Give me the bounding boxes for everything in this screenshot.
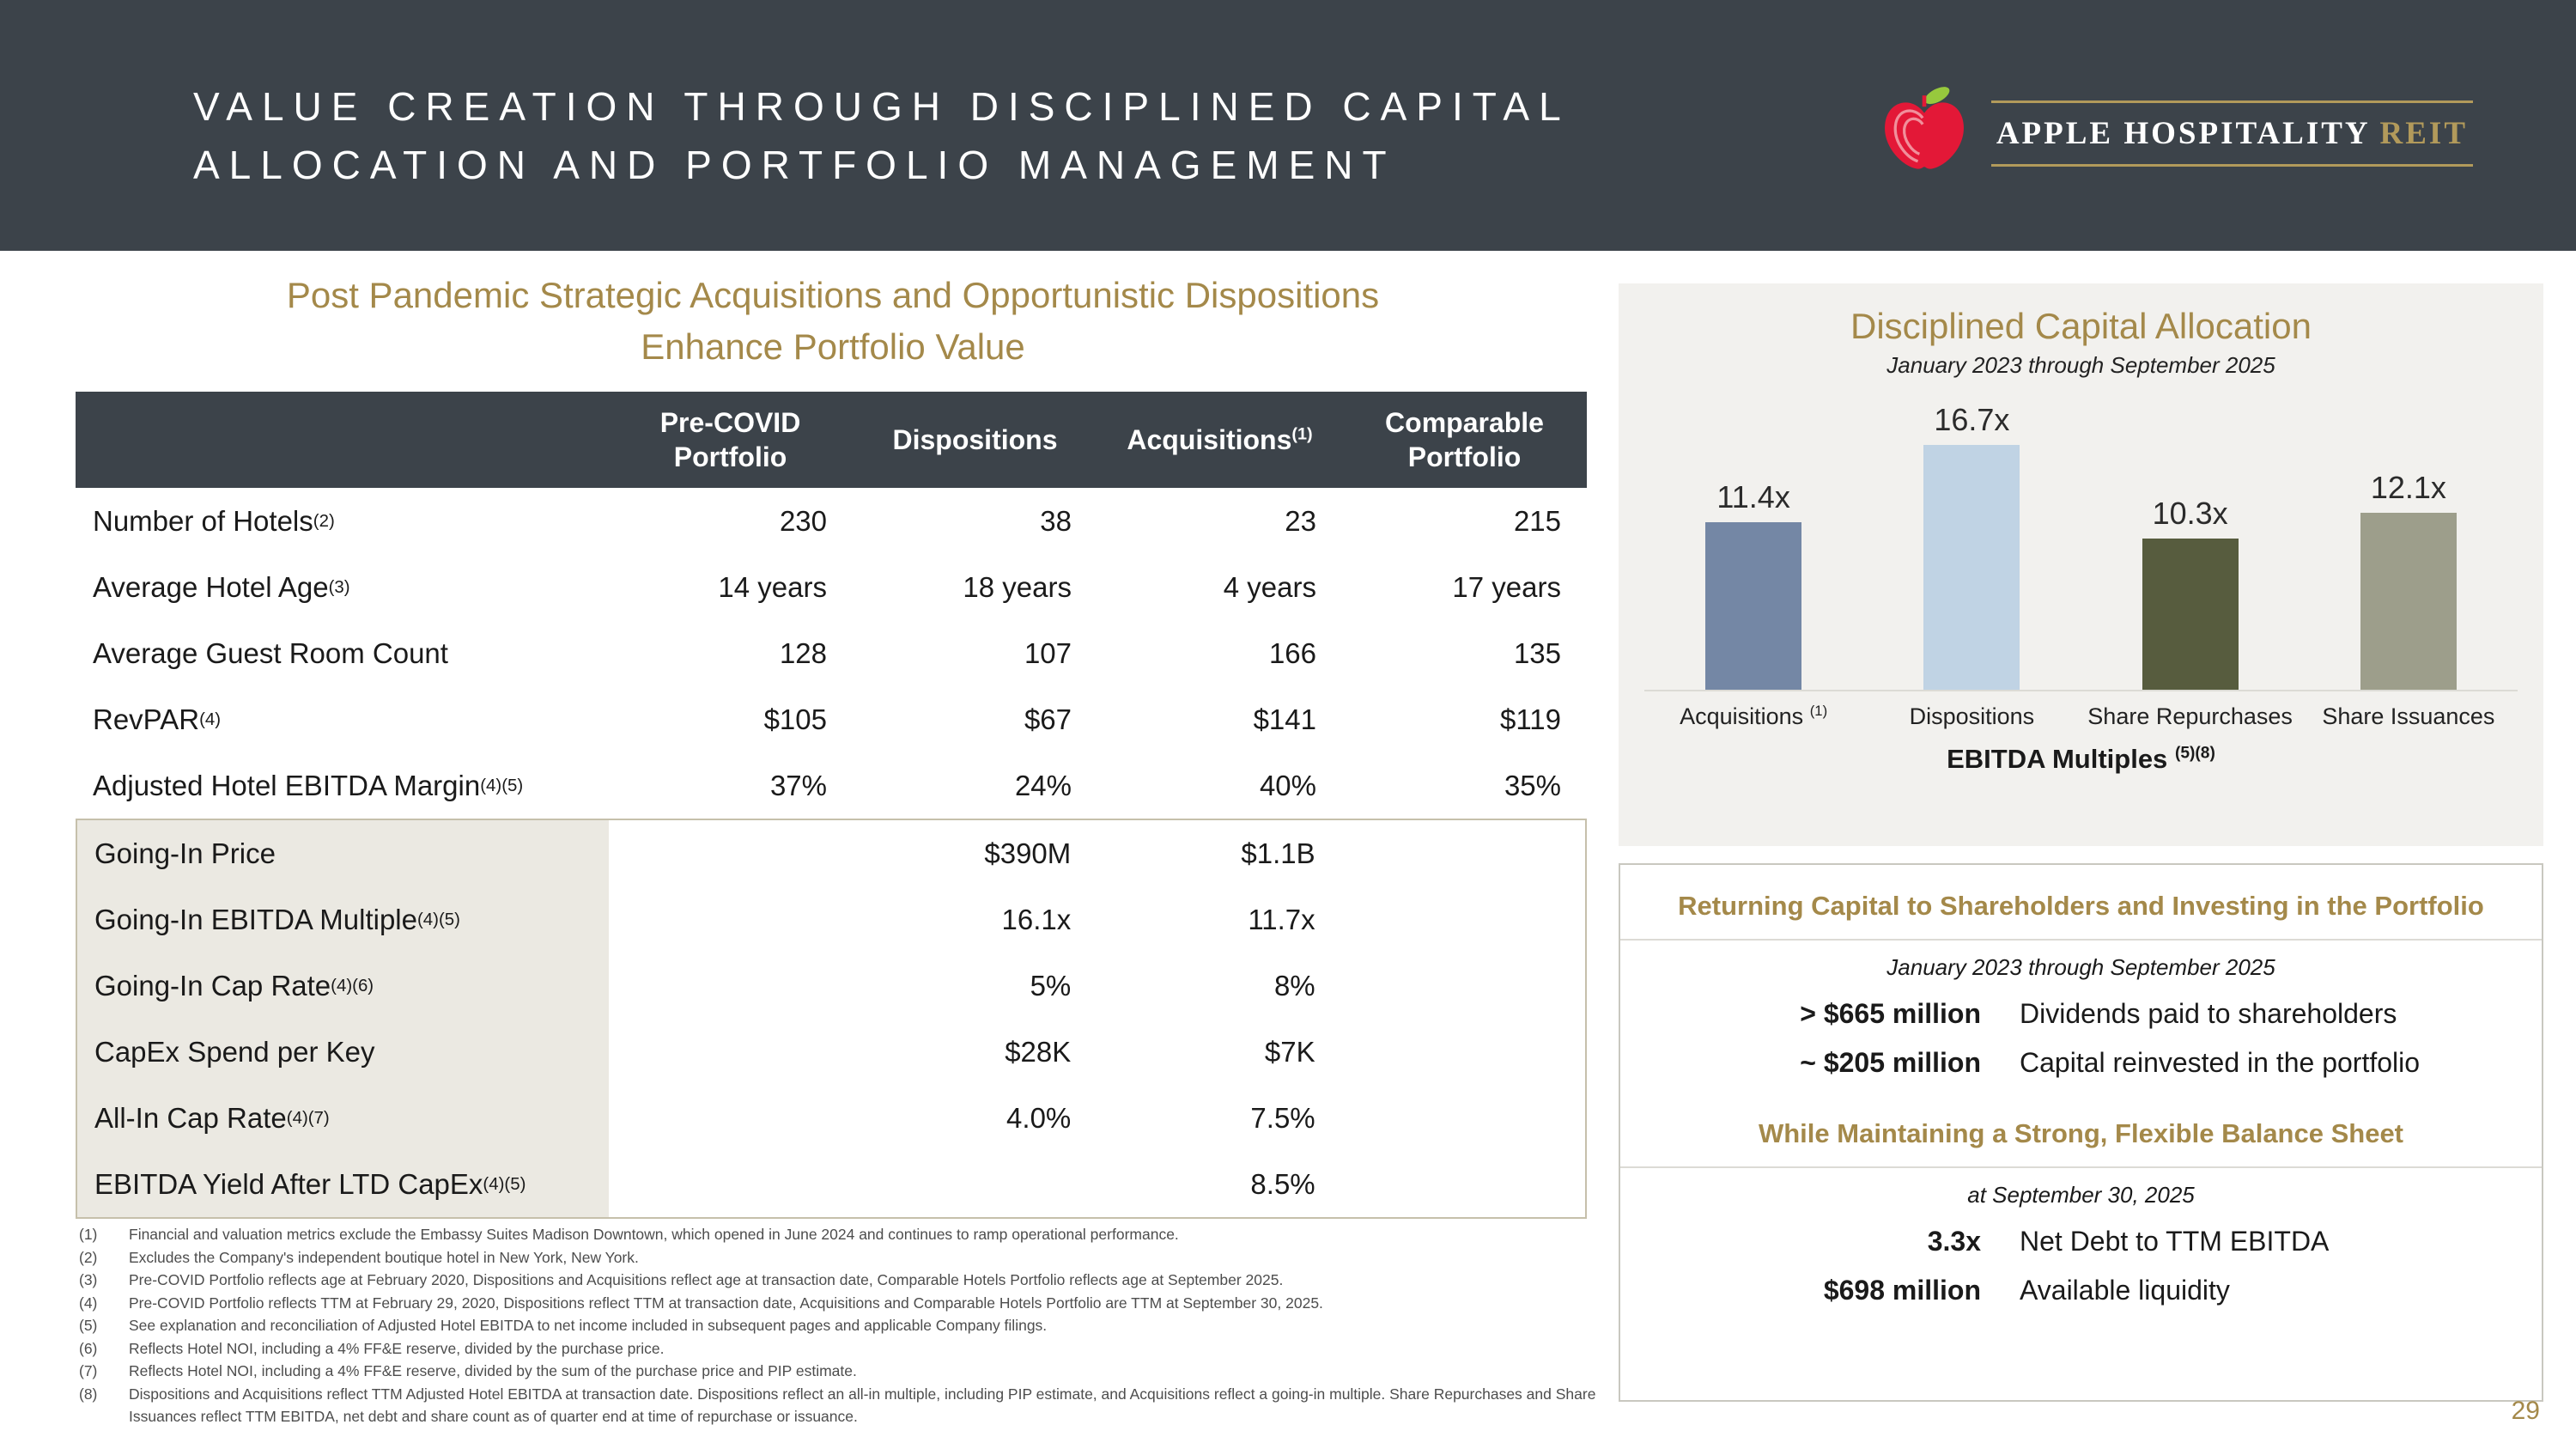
portfolio-table	[76, 392, 1587, 1219]
axis-label-acquisitions: Acquisitions $^{(1)}$	[1680, 703, 1828, 729]
cell: 4.0%	[1006, 1101, 1072, 1134]
footnote: (5) See explanation and reconciliation of Adjusted Hotel EBITDA to net income included in subsequent pages and applicable Company filings.	[79, 1317, 1048, 1334]
footnote: (1) Financial and valuation metrics exclude the Embassy Suites Madison Downtown, which opened in June 2024 and continues to ramp operational performance.	[79, 1226, 1179, 1243]
chart-bar	[1923, 445, 2020, 690]
header-banner	[0, 0, 2576, 251]
footnote: (7) Reflects Hotel NOI, including a 4% FF&E reserve, divided by the sum of the purchase price and PIP estimate.	[79, 1362, 857, 1379]
table-row	[77, 1085, 1585, 1151]
slide-title	[193, 77, 1571, 194]
metric-value: ~ $205 million	[1800, 1047, 1981, 1078]
footnote: (8) Dispositions and Acquisitions reflect TTM Adjusted Hotel EBITDA at transaction date. Dispositions reflect an all-in multiple, including PIP estimate, and Acquisitions reflect a going-in multiple. Share Repurchases and Share Issuances reflect TTM EBITDA, net debt and share count as of quarter end at time of repurchase or issuance.	[79, 1385, 1596, 1425]
divider	[1620, 1166, 2542, 1168]
row-label: Number of Hotels (2)	[93, 504, 335, 537]
bar-group-dispositions	[1862, 398, 2081, 690]
row-label: CapEx Spend per Key	[77, 1019, 609, 1085]
cell: 8%	[1273, 969, 1315, 1002]
row-label: Average Guest Room Count	[93, 636, 448, 669]
table-row	[76, 554, 1587, 620]
chart-title: Disciplined Capital Allocation	[1850, 306, 2312, 346]
row-label: Average Hotel Age (3)	[93, 570, 350, 603]
cell: 7.5%	[1250, 1101, 1315, 1134]
cell: $28K	[1005, 1035, 1072, 1068]
row-label: Going-In EBITDA Multiple (4)(5)	[77, 886, 609, 953]
page-number: 29	[2511, 1397, 2540, 1425]
metric-label: Available liquidity	[2020, 1275, 2230, 1306]
cell: 40%	[1259, 769, 1316, 801]
metric-row	[1620, 1226, 2542, 1257]
cell: 128	[779, 636, 827, 669]
transaction-metrics-group	[76, 819, 1587, 1219]
cell: 24%	[1014, 769, 1072, 801]
brand-wordmark	[1991, 100, 2473, 167]
footnote: (6) Reflects Hotel NOI, including a 4% FF&E reserve, divided by the purchase price.	[79, 1339, 665, 1357]
row-label: RevPAR (4)	[93, 703, 222, 735]
row-label: Going-In Price	[77, 820, 609, 886]
table-row	[76, 620, 1587, 686]
bar-value-label: 16.7x	[1934, 402, 2010, 437]
cell: $105	[763, 703, 827, 735]
axis-label-share-issuances: Share Issuances	[2322, 703, 2495, 729]
table-header-row	[76, 392, 1587, 488]
cell: 11.7x	[1248, 903, 1315, 935]
cell: $141	[1253, 703, 1316, 735]
metric-label: Net Debt to TTM EBITDA	[2020, 1226, 2330, 1257]
left-title-line2: Enhance Portfolio Value	[641, 326, 1025, 367]
slide-title-line1: VALUE CREATION THROUGH DISCIPLINED CAPITAL	[193, 84, 1571, 129]
returning-capital-subtitle: January 2023 through September 2025	[1886, 954, 2275, 980]
metric-row	[1620, 1275, 2542, 1306]
cell: 16.1x	[1001, 903, 1072, 935]
x-axis-labels	[1644, 702, 2518, 732]
cell: 215	[1513, 504, 1561, 537]
brand-accent: REIT	[2379, 115, 2468, 151]
footnote: (4) Pre-COVID Portfolio reflects TTM at February 29, 2020, Dispositions reflect TTM at transaction date, Acquisitions and Comparable Hotels Portfolio are TTM at September 30, 2025.	[79, 1294, 1323, 1312]
cell: 135	[1513, 636, 1561, 669]
cell: 18 years	[963, 570, 1072, 603]
chart-caption: EBITDA Multiples $^{(5)(8)}$	[1947, 744, 2215, 774]
capital-allocation-chart-panel	[1619, 283, 2543, 846]
balance-sheet-subtitle: at September 30, 2025	[1967, 1182, 2195, 1208]
bar-group-share-issuances	[2300, 398, 2518, 690]
footnotes	[79, 1223, 1597, 1428]
table-row	[76, 752, 1587, 819]
table-row	[77, 820, 1585, 886]
table-header-pre-covid: Pre-COVID Portfolio	[659, 407, 801, 472]
table-row	[76, 686, 1587, 752]
table-header-dispositions: Dispositions	[892, 424, 1058, 455]
row-label: EBITDA Yield After LTD CapEx (4)(5)	[77, 1151, 609, 1217]
cell: $119	[1500, 703, 1561, 735]
cell: 38	[1040, 504, 1072, 537]
brand-main: APPLE HOSPITALITY	[1996, 115, 2370, 151]
metric-row	[1620, 1047, 2542, 1079]
cell: 166	[1268, 636, 1316, 669]
metric-row	[1620, 998, 2542, 1030]
chart-subtitle: January 2023 through September 2025	[1886, 352, 2275, 378]
cell: 8.5%	[1250, 1167, 1315, 1200]
apple-logo-icon	[1876, 82, 1972, 184]
cell: 4 years	[1223, 570, 1316, 603]
metric-value: $698 million	[1823, 1275, 1981, 1306]
left-title-line1: Post Pandemic Strategic Acquisitions and Opportunistic Dispositions	[286, 275, 1380, 315]
axis-label-share-repurchases: Share Repurchases	[2087, 703, 2293, 729]
table-header-acquisitions: Acquisitions$^{(1)}$	[1127, 424, 1313, 455]
row-label: Going-In Cap Rate (4)(6)	[77, 953, 609, 1019]
chart-bar	[2360, 513, 2457, 690]
table-row	[77, 1019, 1585, 1085]
cell: $1.1B	[1241, 837, 1315, 869]
axis-label-dispositions: Dispositions	[1909, 703, 2035, 729]
bar-value-label: 10.3x	[2152, 496, 2228, 531]
left-section-title	[77, 270, 1589, 373]
cell: 35%	[1504, 769, 1561, 801]
cell: 37%	[769, 769, 827, 801]
cell: 14 years	[718, 570, 827, 603]
divider	[1620, 939, 2542, 941]
bar-group-share-repurchases	[2081, 398, 2300, 690]
metric-value: 3.3x	[1927, 1226, 1981, 1257]
cell: $7K	[1264, 1035, 1315, 1068]
table-row	[77, 953, 1585, 1019]
cell: $67	[1024, 703, 1072, 735]
table-header-comparable: Comparable Portfolio	[1385, 407, 1544, 472]
bar-value-label: 11.4x	[1716, 479, 1790, 514]
metric-value: > $665 million	[1800, 998, 1981, 1029]
chart-bar	[1705, 522, 1801, 690]
cell: 5%	[1030, 969, 1072, 1002]
table-row	[77, 1151, 1585, 1217]
table-row	[77, 886, 1585, 953]
metric-label: Capital reinvested in the portfolio	[2020, 1047, 2421, 1078]
cell: 17 years	[1452, 570, 1561, 603]
metric-label: Dividends paid to shareholders	[2020, 998, 2397, 1029]
bar-value-label: 12.1x	[2370, 470, 2446, 505]
cell: $390M	[984, 837, 1072, 869]
chart-bar	[2142, 539, 2239, 690]
footnote: (2) Excludes the Company's independent boutique hotel in New York, New York.	[79, 1248, 639, 1266]
bar-group-acquisitions	[1644, 398, 1862, 690]
footnote: (3) Pre-COVID Portfolio reflects age at February 2020, Dispositions and Acquisitions reflect age at transaction date, Comparable Hotels Portfolio reflects age at September 2025.	[79, 1271, 1284, 1288]
cell: 107	[1024, 636, 1072, 669]
capital-returns-panel	[1619, 863, 2543, 1402]
cell: 23	[1285, 504, 1316, 537]
cell: 230	[779, 504, 827, 537]
table-row	[76, 488, 1587, 554]
row-label: Adjusted Hotel EBITDA Margin (4)(5)	[93, 769, 524, 801]
balance-sheet-title: While Maintaining a Strong, Flexible Balance Sheet	[1758, 1118, 2404, 1148]
bar-chart	[1644, 398, 2518, 691]
row-label: All-In Cap Rate (4)(7)	[77, 1085, 609, 1151]
company-logo	[1876, 82, 2473, 184]
slide-title-line2: ALLOCATION AND PORTFOLIO MANAGEMENT	[193, 143, 1396, 187]
returning-capital-title: Returning Capital to Shareholders and Investing in the Portfolio	[1678, 891, 2484, 921]
